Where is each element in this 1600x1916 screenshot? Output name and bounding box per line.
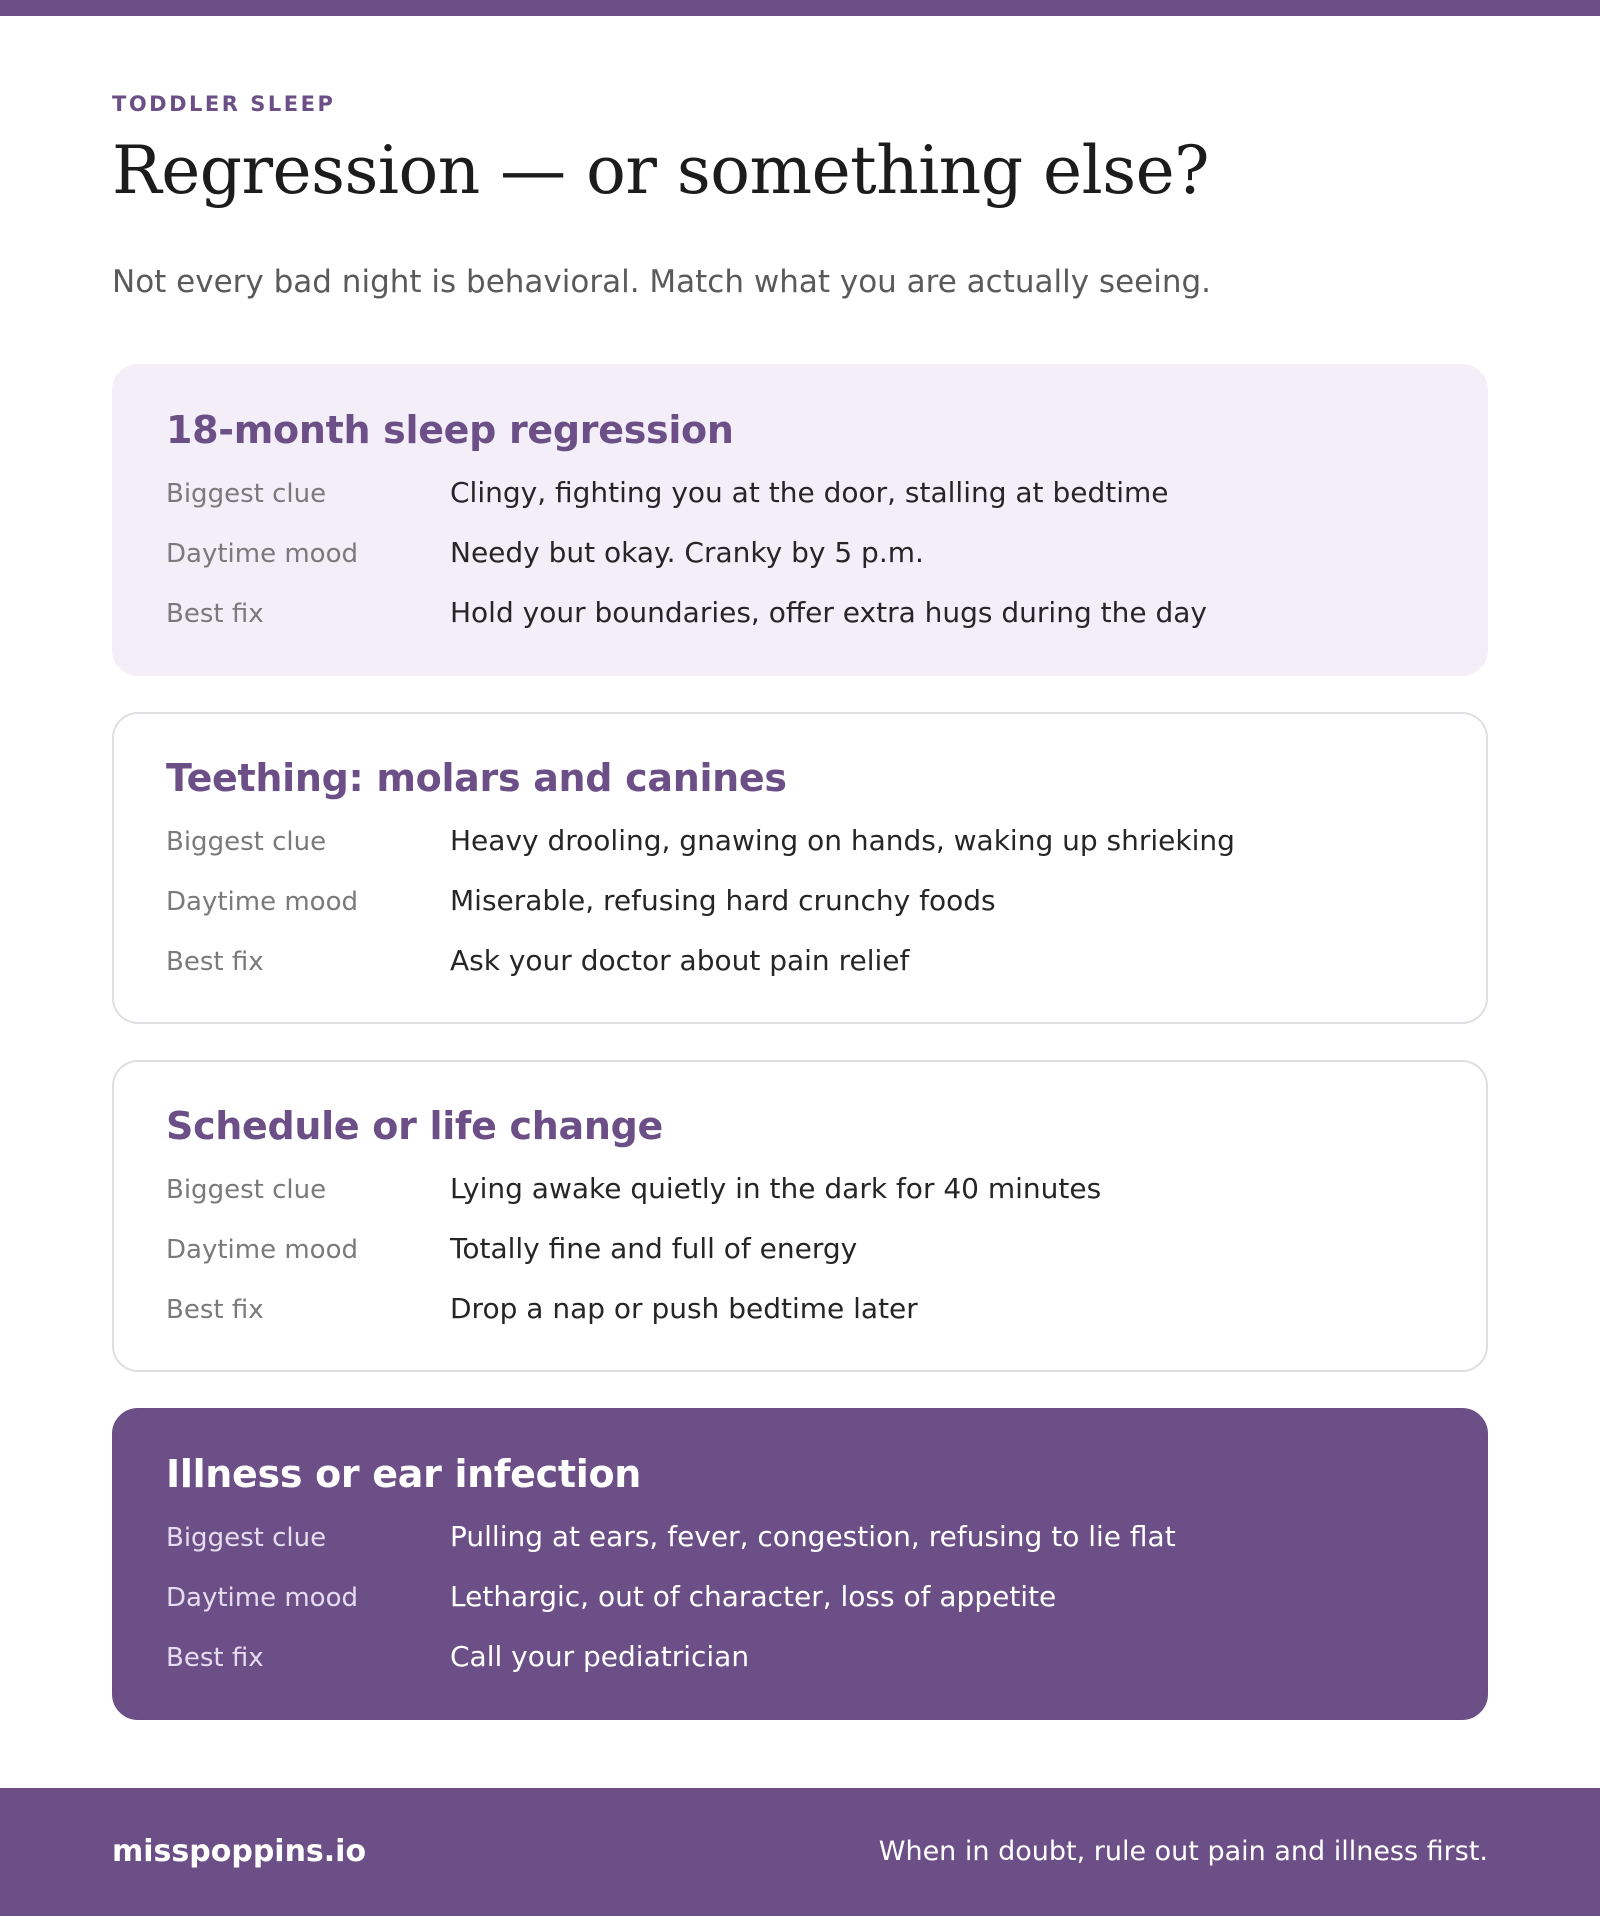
row-label: Daytime mood	[166, 539, 358, 569]
row-biggest-clue	[166, 1520, 1434, 1580]
row-value: Lethargic, out of character, loss of appetite	[450, 1580, 1057, 1613]
page-title: Regression — or something else?	[112, 132, 1210, 209]
row-biggest-clue	[166, 1172, 1434, 1232]
row-value: Totally fine and full of energy	[450, 1232, 858, 1265]
card-title: Schedule or life change	[166, 1104, 664, 1148]
row-label: Best fix	[166, 947, 264, 977]
row-daytime-mood	[166, 1232, 1434, 1292]
page-subtitle: Not every bad night is behavioral. Match what you are actually seeing.	[112, 264, 1212, 300]
row-best-fix	[166, 596, 1434, 656]
row-label: Biggest clue	[166, 1175, 327, 1205]
row-label: Biggest clue	[166, 827, 327, 857]
card-illness	[112, 1408, 1488, 1720]
row-daytime-mood	[166, 536, 1434, 596]
row-best-fix	[166, 1640, 1434, 1700]
eyebrow-label: TODDLER SLEEP	[112, 92, 336, 116]
row-value: Clingy, fighting you at the door, stalling at bedtime	[450, 476, 1169, 509]
card-title: Teething: molars and canines	[166, 756, 787, 800]
row-value: Ask your doctor about pain relief	[450, 944, 910, 977]
footer-brand: misspoppins.io	[112, 1834, 367, 1869]
row-best-fix	[166, 1292, 1434, 1352]
row-label: Daytime mood	[166, 1235, 358, 1265]
row-value: Drop a nap or push bedtime later	[450, 1292, 918, 1325]
row-value: Pulling at ears, fever, congestion, refusing to lie flat	[450, 1520, 1176, 1553]
row-label: Best fix	[166, 599, 264, 629]
row-biggest-clue	[166, 476, 1434, 536]
row-label: Biggest clue	[166, 479, 327, 509]
row-label: Best fix	[166, 1295, 264, 1325]
row-label: Best fix	[166, 1643, 264, 1673]
card-title: Illness or ear infection	[166, 1452, 641, 1496]
card-title: 18-month sleep regression	[166, 408, 734, 452]
row-daytime-mood	[166, 884, 1434, 944]
row-value: Lying awake quietly in the dark for 40 minutes	[450, 1172, 1102, 1205]
row-best-fix	[166, 944, 1434, 1004]
row-label: Biggest clue	[166, 1523, 327, 1553]
row-value: Call your pediatrician	[450, 1640, 750, 1673]
row-label: Daytime mood	[166, 887, 358, 917]
row-value: Hold your boundaries, offer extra hugs during the day	[450, 596, 1207, 629]
row-daytime-mood	[166, 1580, 1434, 1640]
row-label: Daytime mood	[166, 1583, 358, 1613]
row-biggest-clue	[166, 824, 1434, 884]
footer-note: When in doubt, rule out pain and illness first.	[878, 1836, 1488, 1867]
footer-bar	[0, 1788, 1600, 1916]
row-value: Miserable, refusing hard crunchy foods	[450, 884, 996, 917]
card-schedule-change	[112, 1060, 1488, 1372]
card-sleep-regression	[112, 364, 1488, 676]
row-value: Needy but okay. Cranky by 5 p.m.	[450, 536, 924, 569]
top-accent-bar	[0, 0, 1600, 16]
card-teething	[112, 712, 1488, 1024]
row-value: Heavy drooling, gnawing on hands, waking up shrieking	[450, 824, 1235, 857]
